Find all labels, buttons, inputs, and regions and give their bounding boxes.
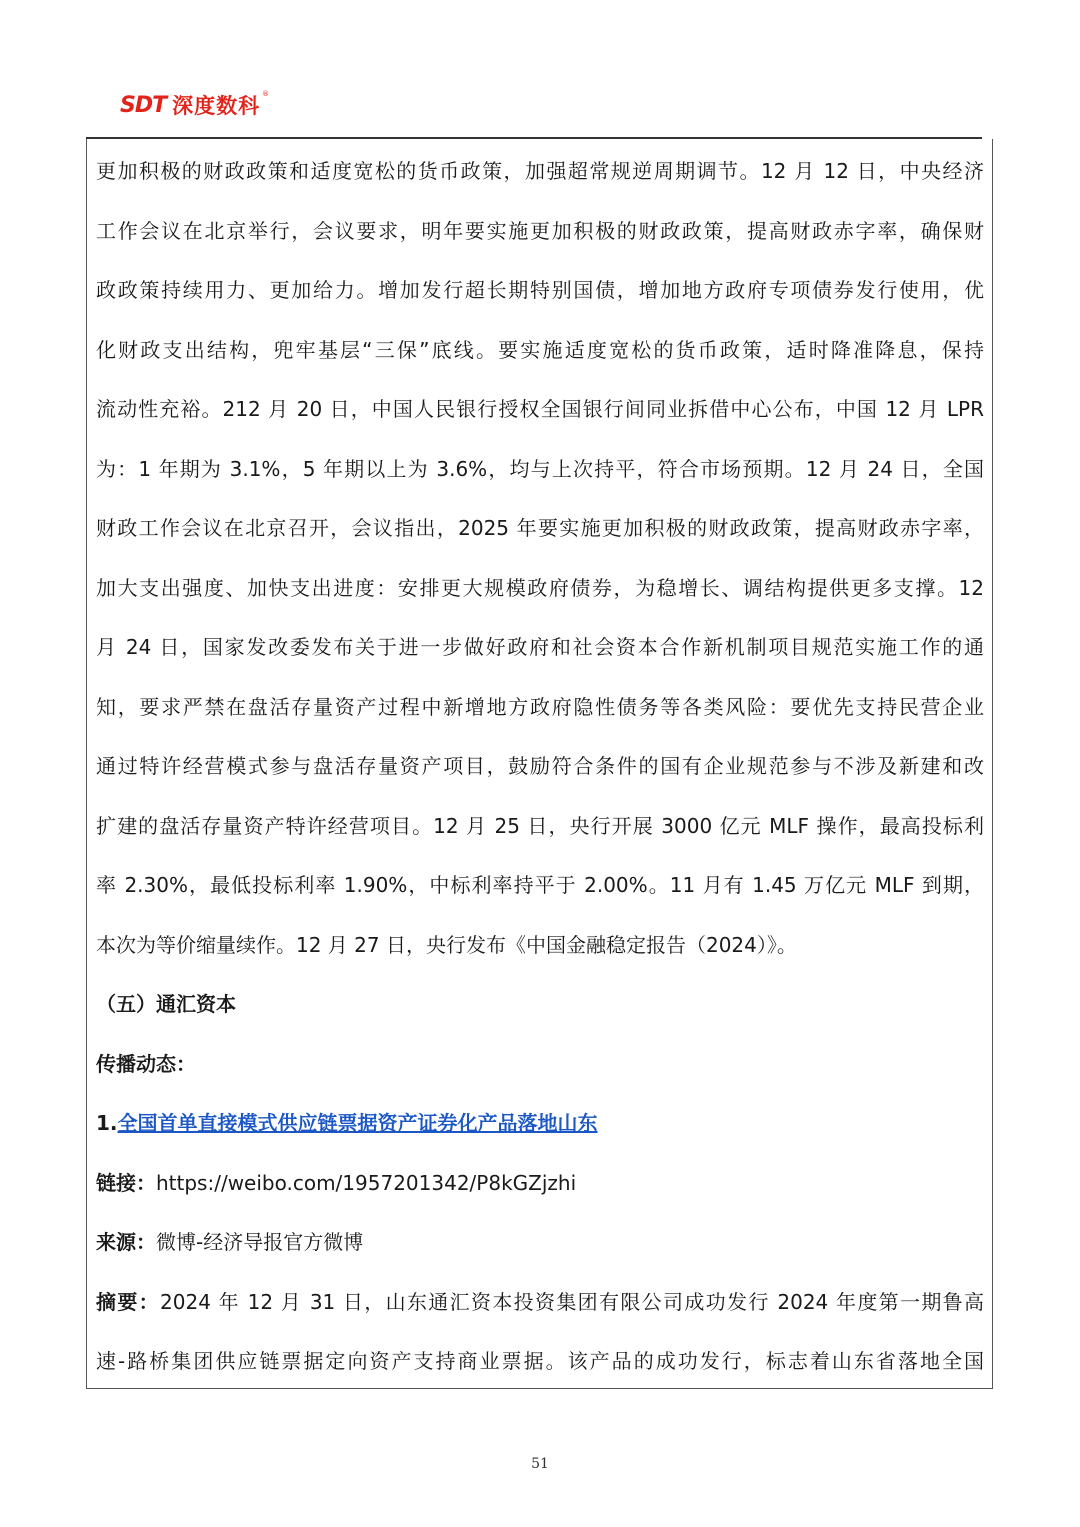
paragraph-line: 政政策持续用力、更加给力。增加发行超长期特别国债，增加地方政府专项债券发行使用，优 bbox=[96, 278, 984, 302]
paragraph-line: 知，要求严禁在盘活存量资产过程中新增地方政府隐性债务等各类风险：要优先支持民营企业 bbox=[96, 694, 984, 719]
document-body bbox=[96, 142, 984, 1392]
logo-registered-mark: ® bbox=[262, 90, 270, 98]
link-url[interactable]: https://weibo.com/1957201342/P8kGZjzhi bbox=[156, 1170, 577, 1195]
paragraph-line: 扩建的盘活存量资产特许经营项目。12 月 25 日，央行开展 3000 亿元 MLF 操作，最高投标利 bbox=[96, 813, 984, 838]
summary-text: 2024 年 12 月 31 日，山东通汇资本投资集团有限公司成功发行 2024 年度第一期鲁高 bbox=[160, 1289, 984, 1314]
source-label: 来源： bbox=[96, 1230, 156, 1254]
paragraph-line: 本次为等价缩量续作。12 月 27 日，央行发布《中国金融稳定报告（2024）》。 bbox=[96, 932, 797, 957]
logo-latin-text: SDT bbox=[120, 92, 167, 118]
paragraph-line: 工作会议在北京举行，会议要求，明年要实施更加积极的财政政策，提高财政赤字率，确保财 bbox=[96, 218, 984, 243]
paragraph-line: 通过特许经营模式参与盘活存量资产项目，鼓励符合条件的国有企业规范参与不涉及新建和改 bbox=[96, 754, 984, 778]
item-number: 1. bbox=[96, 1111, 118, 1135]
paragraph-line: 更加积极的财政政策和适度宽松的货币政策，加强超常规逆周期调节。12 月 12 日，中央经济 bbox=[96, 159, 984, 183]
paragraph-line: 流动性充裕。212 月 20 日，中国人民银行授权全国银行间同业拆借中心公布，中国 12 月 LPR bbox=[96, 397, 984, 421]
summary-label: 摘要： bbox=[96, 1289, 161, 1314]
link-label: 链接： bbox=[96, 1170, 156, 1195]
paragraph-line: 月 24 日，国家发改委发布关于进一步做好政府和社会资本合作新机制项目规范实施工作的通 bbox=[96, 635, 984, 659]
intro-paragraph bbox=[96, 142, 984, 975]
summary-line: 速-路桥集团供应链票据定向资产支持商业票据。该产品的成功发行，标志着山东省落地全国 bbox=[96, 1349, 984, 1373]
paragraph-line: 加大支出强度、加快支出进度：安排更大规模政府债券，为稳增长、调结构提供更多支撑。12 bbox=[96, 575, 984, 600]
section-heading: （五）通汇资本 bbox=[96, 992, 236, 1016]
source-row bbox=[96, 1213, 984, 1273]
item-title-link[interactable]: 全国首单直接模式供应链票据资产证券化产品落地山东 bbox=[117, 1111, 598, 1135]
paragraph-line: 化财政支出结构，兜牢基层“三保”底线。要实施适度宽松的货币政策，适时降准降息，保持 bbox=[96, 337, 984, 362]
company-logo bbox=[120, 90, 269, 120]
logo-chinese-text: 深度数科 bbox=[172, 94, 261, 118]
link-row bbox=[96, 1154, 984, 1214]
page-number: 51 bbox=[531, 1456, 549, 1472]
summary-line bbox=[96, 1273, 984, 1333]
paragraph-line: 率 2.30%，最低投标利率 1.90%，中标利率持平于 2.00%。11 月有 1.45 万亿元 MLF 到期， bbox=[96, 873, 984, 897]
paragraph-line: 为：1 年期为 3.1%，5 年期以上为 3.6%，均与上次持平，符合市场预期。12 月 24 日，全国 bbox=[96, 456, 984, 481]
paragraph-line: 财政工作会议在北京召开，会议指出，2025 年要实施更加积极的财政政策，提高财政赤字率， bbox=[96, 516, 984, 540]
summary-paragraph bbox=[96, 1273, 984, 1392]
item-title-row bbox=[96, 1094, 984, 1154]
source-value: 微博-经济导报官方微博 bbox=[156, 1230, 364, 1254]
subsection-heading: 传播动态： bbox=[96, 1051, 196, 1076]
